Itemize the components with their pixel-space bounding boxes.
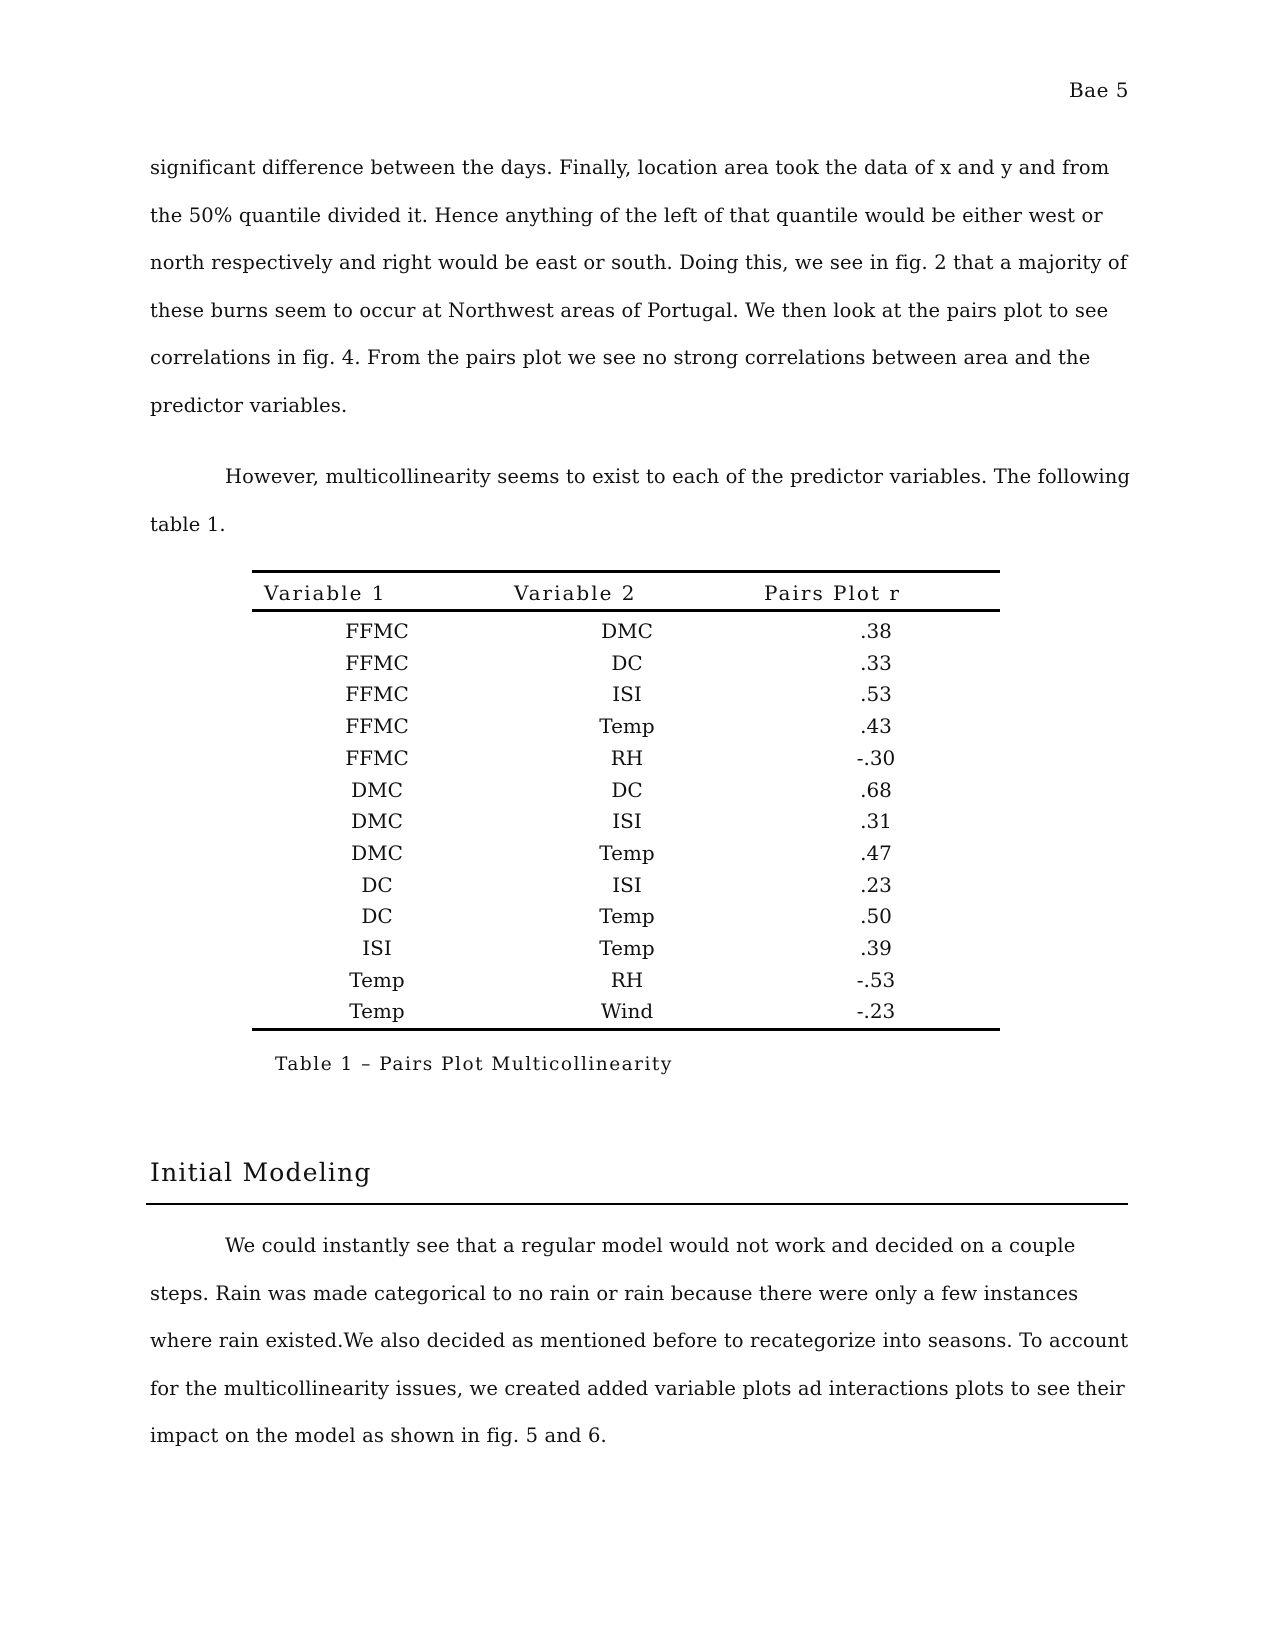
table-cell-r: -.23 xyxy=(856,999,896,1024)
table-cell-variable-1: Temp xyxy=(349,967,405,992)
table-cell-variable-1: FFMC xyxy=(345,682,409,707)
table-row xyxy=(252,711,1000,743)
paragraph-initial-modeling-text: We could instantly see that a regular model would not work and decided on a couple steps. Rain was made categorical to no rain or rain because there were only a few instances where rain existed.We also decided as mentioned before to recategorize into seasons. To account for the multicollinearity issues, we created added variable plots ad interactions plots to see their impact on the model as shown in fig. 5 and 6. xyxy=(150,1234,1129,1448)
table-row xyxy=(252,996,1000,1029)
table-row xyxy=(252,743,1000,775)
table-cell-r: .23 xyxy=(860,872,892,897)
table-cell-r: .38 xyxy=(860,619,892,643)
table-cell-variable-2: ISI xyxy=(612,872,642,897)
table-cell-variable-2: ISI xyxy=(612,809,642,834)
table-cell-r: .43 xyxy=(860,714,892,739)
table-cell-r: .39 xyxy=(860,936,892,961)
table-cell-variable-1: FFMC xyxy=(345,714,409,739)
table-cell-r: .33 xyxy=(860,650,892,675)
section-heading-initial-modeling: Initial Modeling xyxy=(150,1158,372,1187)
table-row xyxy=(252,806,1000,838)
paragraph-initial-modeling xyxy=(150,1222,1135,1460)
pairs-plot-table xyxy=(252,570,1000,1031)
table-row xyxy=(252,901,1000,933)
table-cell-variable-2: ISI xyxy=(612,682,642,707)
table-cell-variable-1: DMC xyxy=(351,840,403,865)
table-header-row xyxy=(252,572,1000,611)
table-cell-variable-1: FFMC xyxy=(345,650,409,675)
table-row xyxy=(252,838,1000,870)
table-cell-variable-1: DMC xyxy=(351,777,403,802)
table-cell-r: .53 xyxy=(860,682,892,707)
paragraph-multicollinearity-text: However, multicollinearity seems to exist to each of the predictor variables. The following table 1. xyxy=(150,465,1131,536)
table-caption: Table 1 – Pairs Plot Multicollinearity xyxy=(275,1054,673,1075)
pairs-table-container xyxy=(252,570,1000,1031)
table-cell-r: .68 xyxy=(860,777,892,802)
table-cell-variable-1: FFMC xyxy=(345,745,409,770)
table-cell-r: -.30 xyxy=(856,745,896,770)
table-row xyxy=(252,870,1000,902)
table-cell-variable-1: ISI xyxy=(362,936,392,961)
table-row xyxy=(252,965,1000,997)
paragraph-multicollinearity xyxy=(150,453,1135,548)
table-row xyxy=(252,933,1000,965)
table-cell-variable-2: Temp xyxy=(599,840,655,865)
table-cell-variable-2: Temp xyxy=(599,936,655,961)
section-divider xyxy=(146,1203,1128,1205)
table-cell-variable-2: Wind xyxy=(600,999,654,1024)
table-cell-variable-1: DC xyxy=(361,872,393,897)
table-cell-variable-2: Temp xyxy=(599,904,655,929)
table-cell-variable-1: FFMC xyxy=(345,619,409,643)
table-row xyxy=(252,648,1000,680)
table-row xyxy=(252,679,1000,711)
table-cell-r: .31 xyxy=(860,809,892,834)
table-cell-r: .50 xyxy=(860,904,892,929)
table-cell-r: -.53 xyxy=(856,967,896,992)
paragraph-intro: significant difference between the days. Finally, location area took the data of x and y and from the 50% quantile divided it. Hence anything of the left of that quantile would be either west or north respectively and right would be east or south. Doing this, we see in fig. 2 that a majority of these burns seem to occur at Northwest areas of Portugal. We then look at the pairs plot to see correlations in fig. 4. From the pairs plot we see no strong correlations between area and the predictor variables. xyxy=(150,156,1128,417)
table-header-variable-2: Variable 2 xyxy=(502,572,752,611)
page-header: Bae 5 xyxy=(1068,78,1129,102)
table-cell-variable-1: DMC xyxy=(351,809,403,834)
table-cell-variable-2: RH xyxy=(610,967,644,992)
table-cell-variable-2: DC xyxy=(611,777,643,802)
table-row xyxy=(252,611,1000,648)
table-cell-variable-2: Temp xyxy=(599,714,655,739)
table-header-variable-1: Variable 1 xyxy=(252,572,502,611)
table-cell-variable-1: DC xyxy=(361,904,393,929)
table-cell-variable-2: RH xyxy=(610,745,644,770)
table-cell-variable-2: DMC xyxy=(601,619,653,643)
table-cell-variable-1: Temp xyxy=(349,999,405,1024)
table-header-pairs-plot-r: Pairs Plot r xyxy=(752,572,1000,611)
table-row xyxy=(252,775,1000,807)
table-cell-variable-2: DC xyxy=(611,650,643,675)
table-cell-r: .47 xyxy=(860,840,892,865)
